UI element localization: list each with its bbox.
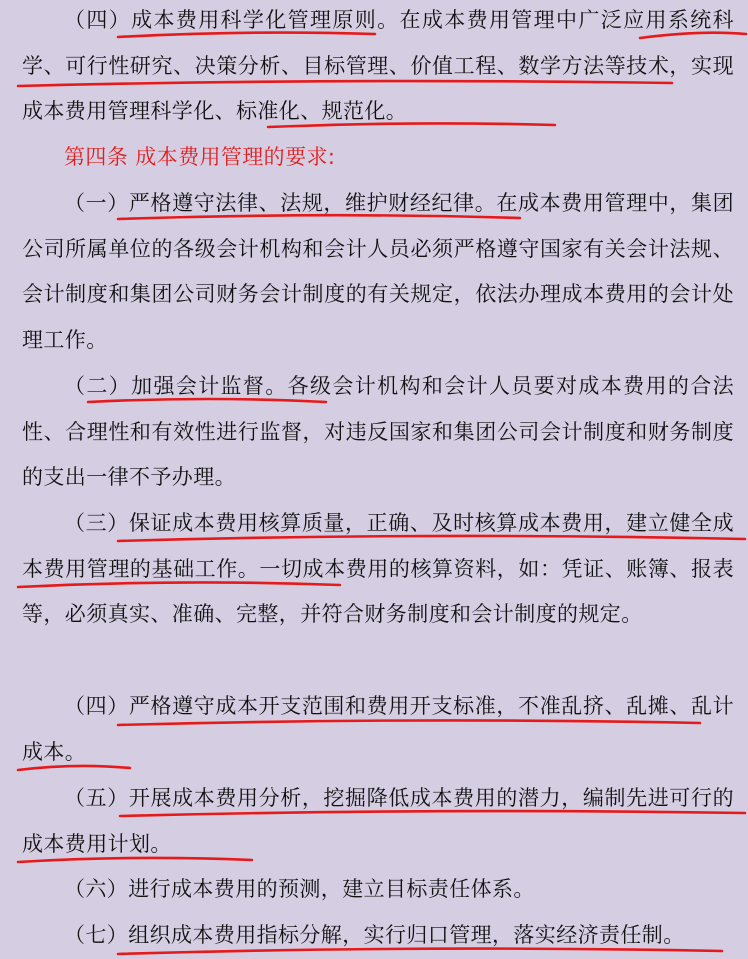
requirement-3: （三）保证成本费用核算质量，正确、及时核算成本费用，建立健全成本费用管理的基础工作。一切成本费用的核算资料，如：凭证、账簿、报表等，必须真实、准确、完整，并符合财务制度和会计制度的规定。 — [22, 511, 734, 626]
requirement-5: （五）开展成本费用分析，挖掘降低成本费用的潜力，编制先进可行的成本费用计划。 — [22, 786, 734, 856]
requirement-6: （六）进行成本费用的预测，建立目标责任体系。 — [64, 877, 535, 901]
paragraph-principle-4: （四）成本费用科学化管理原则。在成本费用管理中广泛应用系统科学、可行性研究、决策分析、目标管理、价值工程、数学方法等技术，实现成本费用管理科学化、标准化、规范化。 — [22, 8, 734, 123]
requirement-2: （二）加强会计监督。各级会计机构和会计人员要对成本费用的合法性、合理性和有效性进行监督，对违反国家和集团公司会计制度和财务制度的支出一律不予办理。 — [22, 374, 734, 489]
requirement-4: （四）严格遵守成本开支范围和费用开支标准，不准乱挤、乱摊、乱计成本。 — [22, 694, 734, 764]
requirement-7: （七）组织成本费用指标分解，实行归口管理，落实经济责任制。 — [64, 923, 685, 947]
requirement-1: （一）严格遵守法律、法规，维护财经纪律。在成本费用管理中，集团公司所属单位的各级会计机构和会计人员必须严格遵守国家有关会计法规、会计制度和集团公司财务会计制度的有关规定，依法办理成本费用的会计处理工作。 — [22, 191, 734, 352]
article-4-heading: 第四条 成本费用管理的要求: — [64, 145, 336, 169]
